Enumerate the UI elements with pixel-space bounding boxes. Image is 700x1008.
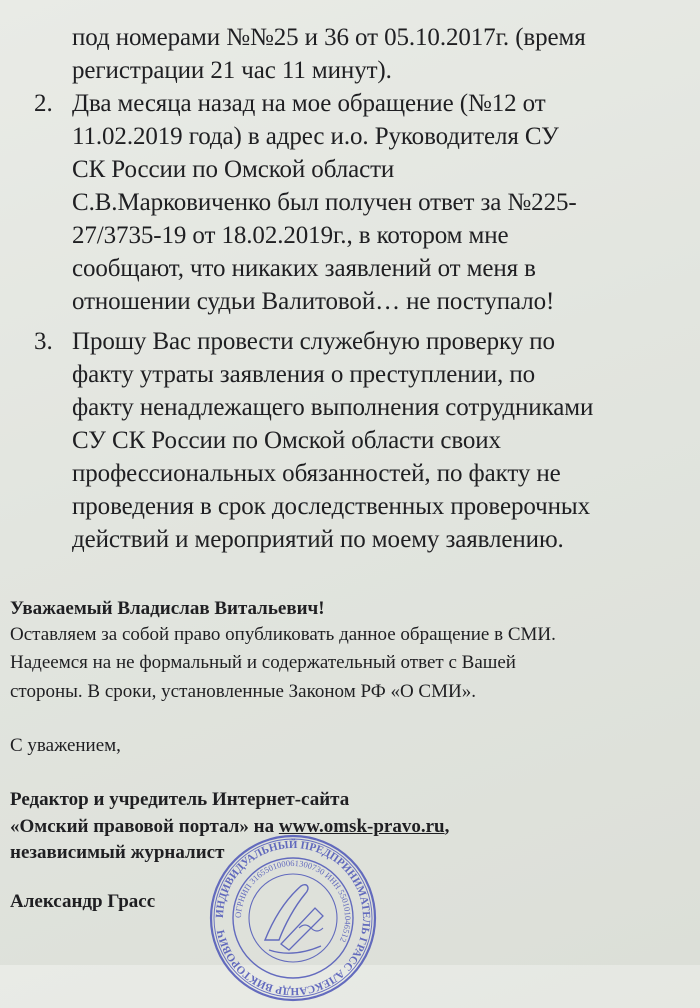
item-3-line: Прошу Вас провести служебную проверку по [72, 328, 555, 355]
item-3-line: СУ СК России по Омской области своих [72, 427, 501, 454]
item-2-line: С.В.Марковиченко был получен ответ за №225- [72, 189, 577, 216]
item-3-line: факту утраты заявления о преступлении, по [72, 361, 536, 388]
item-2-line: Два месяца назад на мое обращение (№12 от [72, 90, 546, 117]
item-2-line: отношении судьи Валитовой… не поступало! [72, 288, 555, 315]
item-number: 2. [34, 90, 53, 117]
signature-occupation: независимый журналист [10, 842, 225, 863]
salutation: Уважаемый Владислав Витальевич! [10, 598, 325, 619]
item-3-line: проведения в срок доследственных проверочных [72, 493, 590, 520]
closing-line: Надеемся на не формальный и содержательный ответ с Вашей [10, 652, 516, 673]
closing-line: Оставляем за собой право опубликовать данное обращение в СМИ. [10, 624, 556, 645]
item-2-line: сообщают, что никаких заявлений от меня в [72, 255, 536, 282]
item-3-line: действий и мероприятий по моему заявлению. [72, 526, 564, 553]
item-number: 3. [34, 328, 53, 355]
signature-role: Редактор и учредитель Интернет-сайта [10, 789, 350, 810]
regards: С уважением, [10, 735, 121, 756]
stamp-inner-text: ОГРНИП 316550100061300730 ИНН 550101046512 [232, 857, 354, 944]
website-link[interactable]: www.omsk-pravo.ru [278, 816, 445, 837]
item-3-line: факту ненадлежащего выполнения сотрудниками [72, 394, 594, 421]
item-2-line: 11.02.2019 года) в адрес и.о. Руководителя СУ [72, 123, 559, 150]
item-3-line: профессиональных обязанностей, по факту не [72, 460, 561, 487]
signature-name: Александр Грасс [10, 891, 156, 912]
item-2-line: 27/3735-19 от 18.02.2019г., в котором мне [72, 222, 509, 249]
signature-comma: , [444, 816, 450, 837]
continuation-line-2: регистрации 21 час 11 минут). [72, 57, 392, 84]
item-2-line: СК России по Омской области [72, 156, 395, 183]
round-stamp-seal [203, 828, 383, 1008]
continuation-line-1: под номерами №№25 и 36 от 05.10.2017г. (время [72, 24, 586, 51]
closing-line: стороны. В сроки, установленные Законом РФ «О СМИ». [10, 681, 476, 702]
portal-name: «Омский правовой портал» на [10, 816, 279, 837]
stamp-outer-text: ИНДИВИДУАЛЬНЫЙ ПРЕДПРИНИМАТЕЛЬ ГРАСС АЛЕКСАНДР ВИКТОРОВИЧ [213, 838, 373, 998]
